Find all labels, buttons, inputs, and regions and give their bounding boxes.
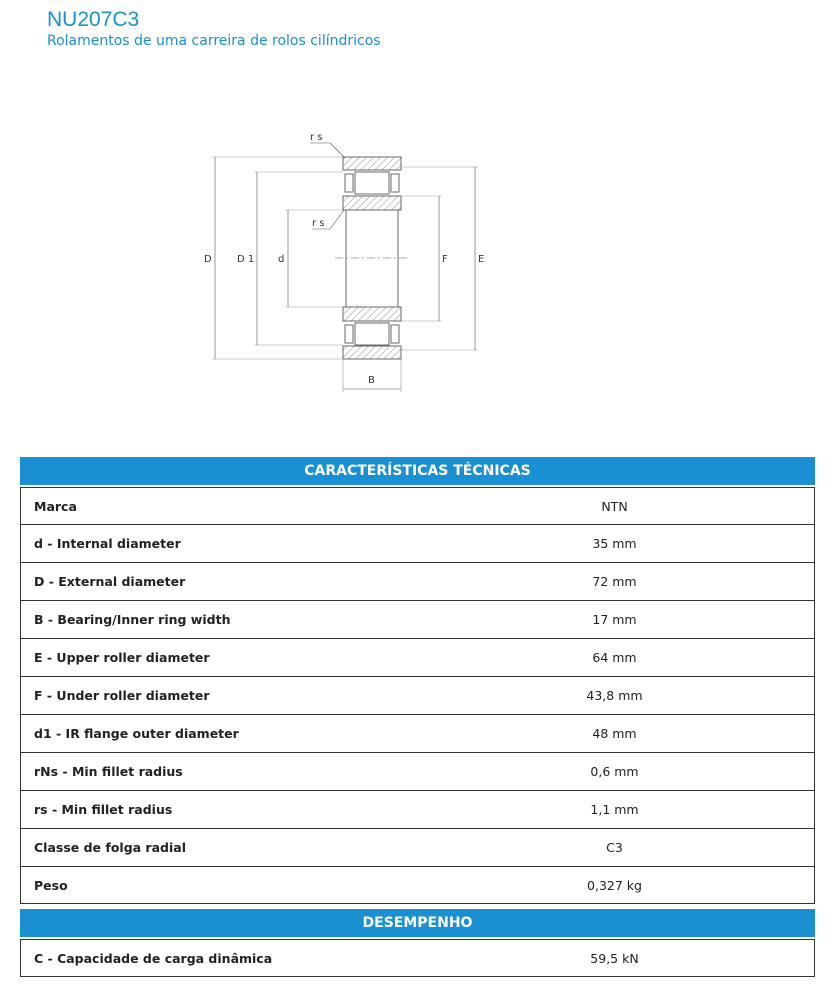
- tech-header: CARACTERÍSTICAS TÉCNICAS: [20, 457, 815, 487]
- row-label: F - Under roller diameter: [34, 688, 210, 703]
- row-label: D - External diameter: [34, 574, 186, 589]
- table-row: [21, 828, 814, 866]
- row-label: d - Internal diameter: [34, 536, 181, 551]
- row-value: NTN: [601, 498, 628, 514]
- row-label: Marca: [34, 498, 77, 514]
- table-row: [21, 487, 814, 524]
- table-row: [21, 676, 814, 714]
- tech-table: [20, 487, 815, 904]
- row-value: 0,6 mm: [590, 764, 639, 779]
- bearing-diagram: [195, 122, 500, 400]
- performance-section: [20, 909, 815, 977]
- row-value: 17 mm: [592, 612, 637, 627]
- product-title: NU207C3: [47, 8, 140, 31]
- row-value: 1,1 mm: [590, 802, 639, 817]
- label-rs-mid: r s: [312, 218, 325, 229]
- label-F: F: [442, 254, 448, 265]
- table-row: [21, 752, 814, 790]
- row-value: 48 mm: [592, 726, 637, 741]
- row-label: C - Capacidade de carga dinâmica: [34, 950, 273, 966]
- label-d: d: [278, 254, 285, 265]
- table-row: [21, 866, 814, 903]
- row-label: d1 - IR flange outer diameter: [34, 726, 239, 741]
- row-label: B - Bearing/Inner ring width: [34, 612, 231, 627]
- row-label: Peso: [34, 877, 68, 893]
- row-value: 72 mm: [592, 574, 637, 589]
- label-D: D: [204, 254, 212, 265]
- row-value: 59,5 kN: [590, 950, 639, 966]
- row-value: C3: [606, 840, 623, 855]
- row-value: 43,8 mm: [586, 688, 643, 703]
- row-label: E - Upper roller diameter: [34, 650, 210, 665]
- row-value: 64 mm: [592, 650, 637, 665]
- table-row: [21, 790, 814, 828]
- label-rs-top: r s: [310, 132, 323, 143]
- row-label: rNs - Min fillet radius: [34, 764, 183, 779]
- table-row: [21, 939, 814, 976]
- row-label: rs - Min fillet radius: [34, 802, 173, 817]
- table-row: [21, 562, 814, 600]
- label-D1: D 1: [237, 254, 255, 265]
- label-E: E: [478, 254, 485, 265]
- row-value: 35 mm: [592, 536, 637, 551]
- label-B: B: [368, 375, 375, 386]
- tech-section: [20, 457, 815, 904]
- row-label: Classe de folga radial: [34, 840, 186, 855]
- product-subtitle: Rolamentos de uma carreira de rolos cilíndricos: [47, 33, 381, 49]
- row-value: 0,327 kg: [587, 877, 642, 893]
- table-row: [21, 714, 814, 752]
- performance-table: [20, 939, 815, 977]
- table-row: [21, 600, 814, 638]
- performance-header: DESEMPENHO: [20, 909, 815, 939]
- table-row: [21, 524, 814, 562]
- table-row: [21, 638, 814, 676]
